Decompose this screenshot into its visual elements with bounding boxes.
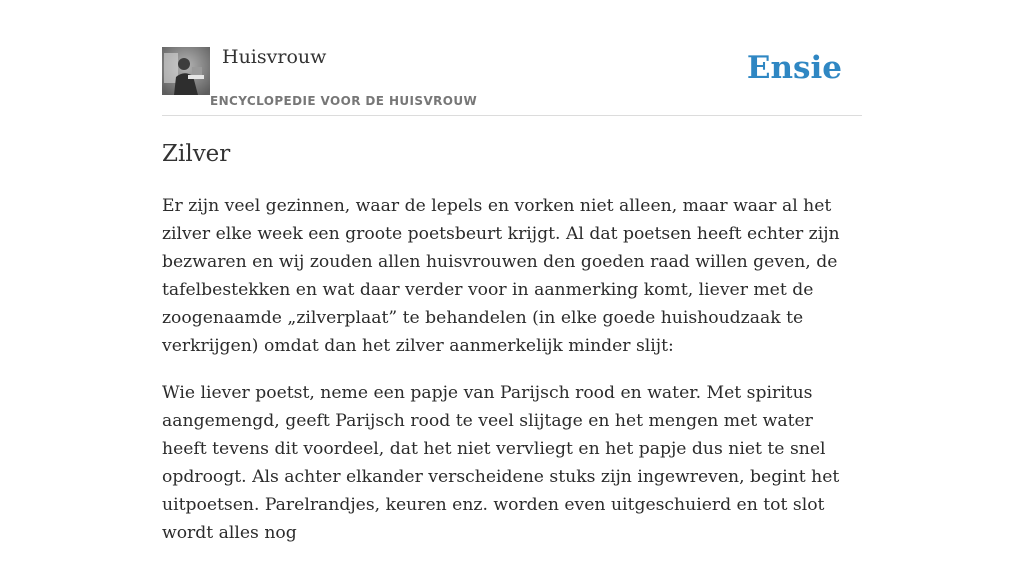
site-header <box>162 0 862 116</box>
article-paragraph: Er zijn veel gezinnen, waar de lepels en vorken niet alleen, maar waar al het zilver elke week een groote poetsbeurt krijgt. Al dat poetsen heeft echter zijn bezwaren en wij zouden allen huisvrouwen den goeden raad willen geven, de tafelbestekken en wat daar verder voor in aanmerking komt, liever met de zoogenaamde „zilverplaat” te behandelen (in elke goede huishoudzaak te verkrijgen) omdat dan het zilver aanmerkelijk minder slijt: <box>162 196 840 356</box>
article-title: Zilver <box>162 141 231 167</box>
article-body <box>162 192 862 566</box>
book-avatar[interactable] <box>162 47 210 95</box>
article-paragraph: Wie liever poetst, neme een papje van Parijsch rood en water. Met spiritus aangemengd, geeft Parijsch rood te veel slijtage en het mengen met water heeft tevens dit voordeel, dat het niet vervliegt en het papje dus niet te snel opdroogt. Als achter elkander verscheidene stuks zijn ingewreven, begint het uitpoetsen. Parelrandjes, keuren enz. worden even uitgeschuierd en tot slot wordt alles nog <box>162 383 840 543</box>
book-subtitle: ENCYCLOPEDIE VOOR DE HUISVROUW <box>210 94 478 108</box>
book-title-link[interactable]: Huisvrouw <box>222 46 327 68</box>
content-column <box>162 0 862 543</box>
book-avatar-image <box>162 47 210 95</box>
site-logo[interactable]: Ensie <box>746 50 842 86</box>
